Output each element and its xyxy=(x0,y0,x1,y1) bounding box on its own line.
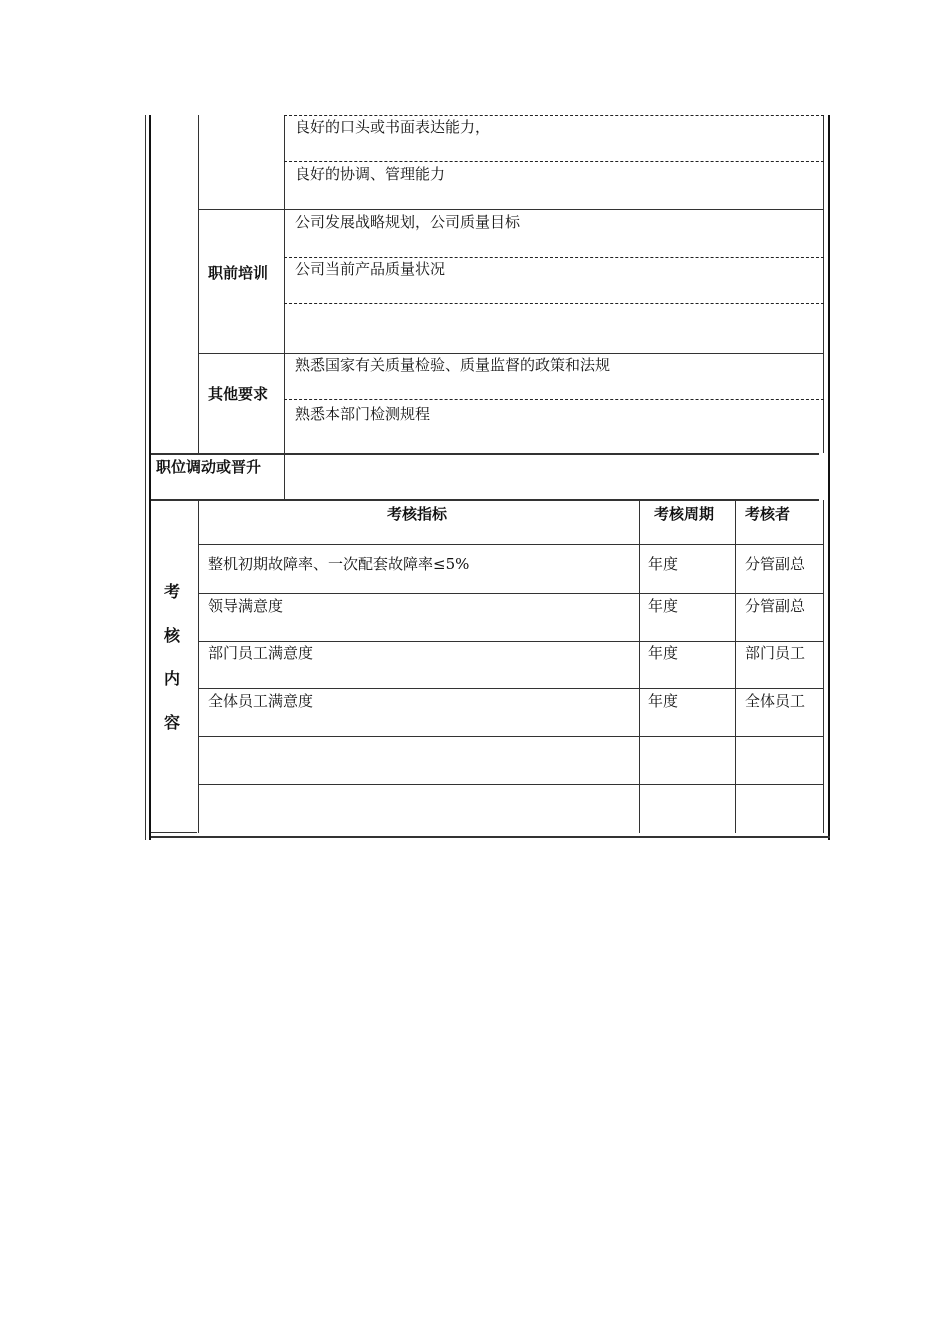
row-separator xyxy=(284,115,824,116)
assessment-section-label-char: 内 xyxy=(164,669,181,688)
row-period: 年度 xyxy=(648,555,679,573)
row-separator xyxy=(198,688,824,689)
row-separator xyxy=(198,736,824,737)
transfer-label: 职位调动或晋升 xyxy=(156,458,262,476)
row-separator xyxy=(198,784,824,785)
row-assessor: 全体员工 xyxy=(745,692,806,710)
row-separator xyxy=(284,161,824,162)
row-period: 年度 xyxy=(648,692,679,710)
column-divider-category xyxy=(198,115,199,453)
group-separator xyxy=(198,209,824,210)
section-separator xyxy=(151,453,819,455)
group-separator xyxy=(198,353,824,354)
training-item: 公司发展战略规划，公司质量目标 xyxy=(295,213,521,231)
ability-item: 良好的口头或书面表达能力， xyxy=(295,118,491,136)
row-separator xyxy=(198,641,824,642)
row-assessor: 分管副总 xyxy=(745,597,806,615)
table-right-border-upper xyxy=(823,115,824,453)
header-indicator: 考核指标 xyxy=(387,505,448,523)
header-assessor: 考核者 xyxy=(745,505,791,523)
other-requirements-label: 其他要求 xyxy=(208,385,269,403)
table-right-border-thick xyxy=(828,115,830,840)
training-label: 职前培训 xyxy=(208,264,269,282)
assessment-section-label-char: 容 xyxy=(164,713,181,732)
table-left-border xyxy=(145,115,146,840)
row-indicator: 领导满意度 xyxy=(208,597,284,615)
other-requirement-item: 熟悉本部门检测规程 xyxy=(295,405,431,423)
table-bottom-border xyxy=(151,836,830,838)
row-separator xyxy=(198,544,824,545)
row-separator xyxy=(284,257,824,258)
header-period: 考核周期 xyxy=(654,505,715,523)
row-assessor: 部门员工 xyxy=(745,644,806,662)
ability-item: 良好的协调、管理能力 xyxy=(295,165,446,183)
row-separator xyxy=(198,593,824,594)
row-separator xyxy=(284,303,824,304)
row-assessor: 分管副总 xyxy=(745,555,806,573)
row-indicator: 全体员工满意度 xyxy=(208,692,314,710)
training-item: 公司当前产品质量状况 xyxy=(295,260,446,278)
other-requirement-item: 熟悉国家有关质量检验、质量监督的政策和法规 xyxy=(295,356,611,374)
table-bottom-border-short xyxy=(151,832,197,833)
row-period: 年度 xyxy=(648,644,679,662)
row-period: 年度 xyxy=(648,597,679,615)
section-separator xyxy=(151,499,819,501)
row-separator xyxy=(284,399,824,400)
row-indicator: 部门员工满意度 xyxy=(208,644,314,662)
assessment-section-label-char: 核 xyxy=(164,626,181,645)
assessment-section-label-char: 考 xyxy=(164,582,181,601)
column-divider-label xyxy=(284,115,285,500)
row-indicator: 整机初期故障率、一次配套故障率≤5% xyxy=(208,555,470,573)
table-left-border-thick xyxy=(149,115,151,840)
